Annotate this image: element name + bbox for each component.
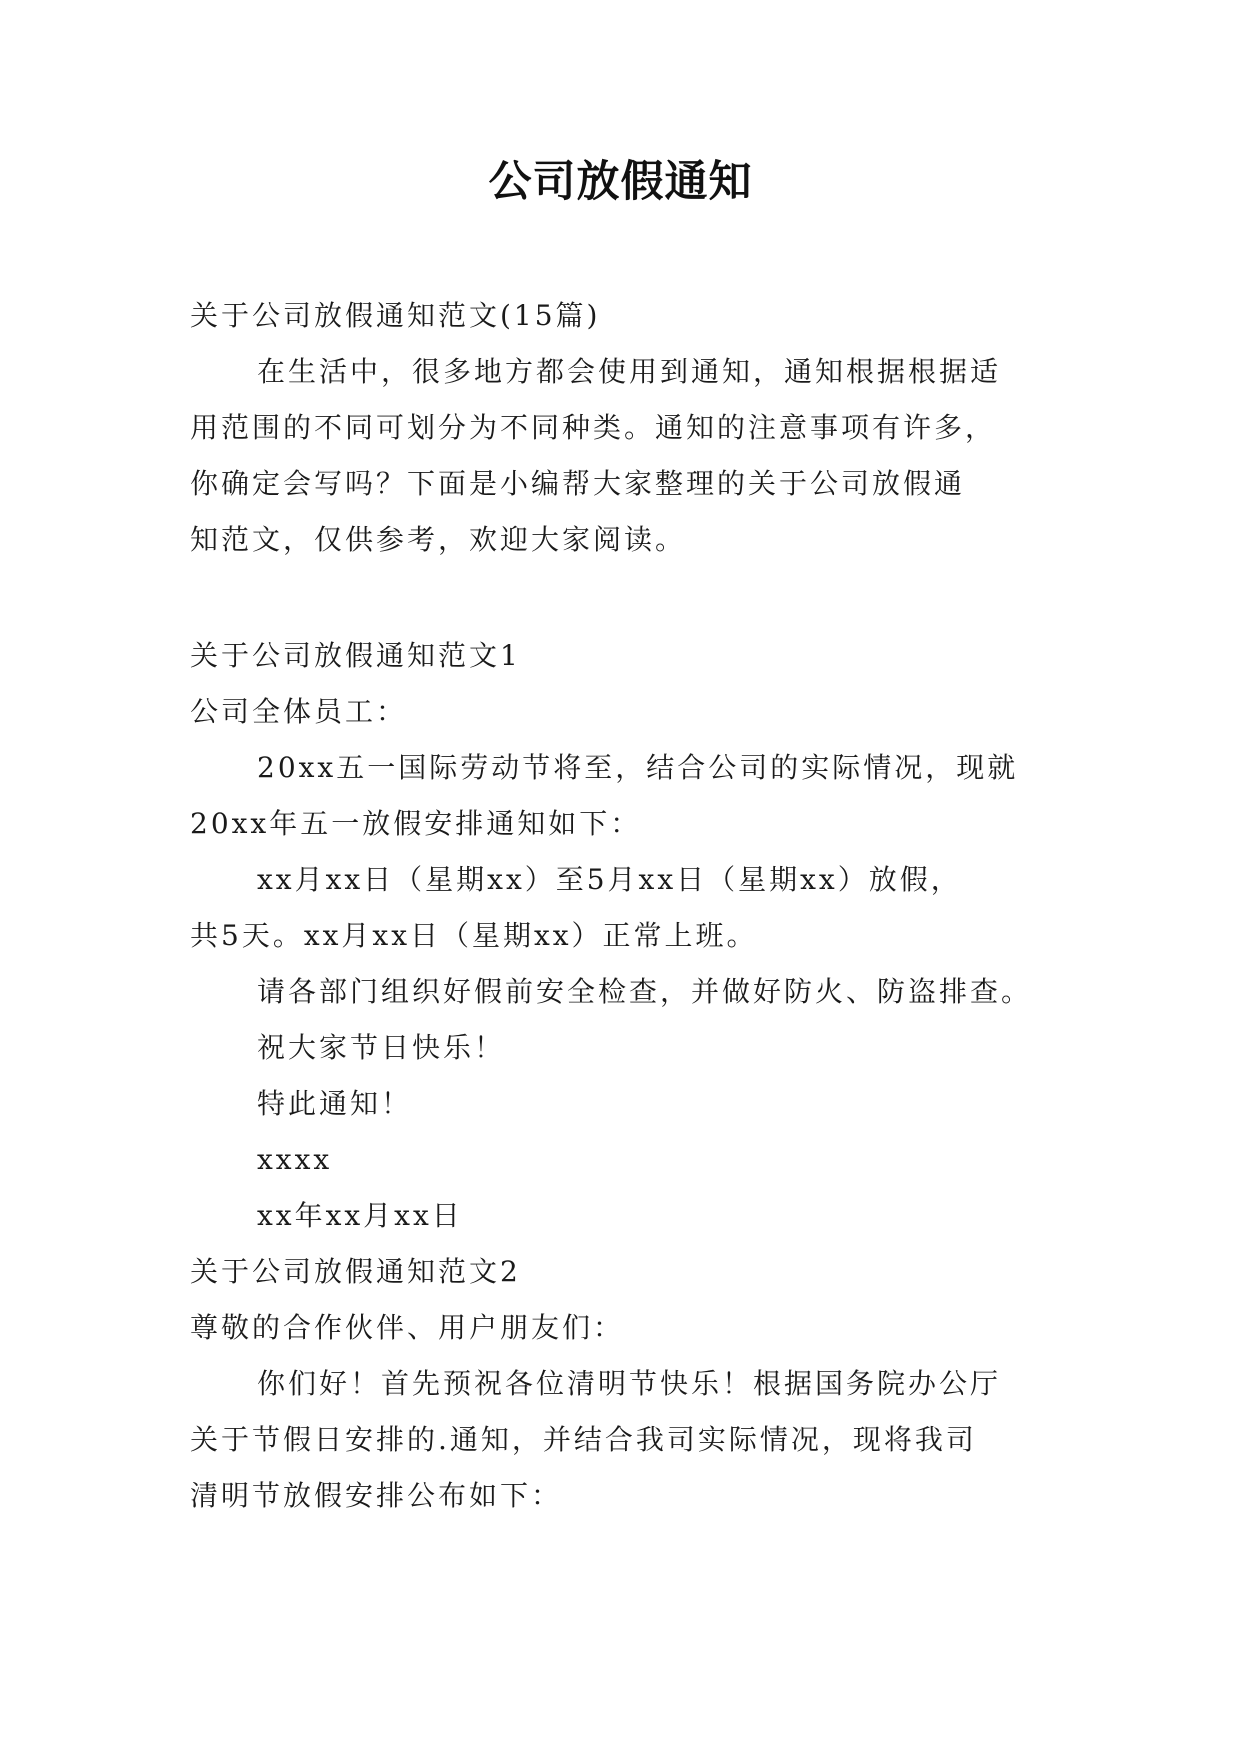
paragraph-line: 20xx年五一放假安排通知如下：: [190, 807, 642, 840]
paragraph-line: 在生活中，很多地方都会使用到通知，通知根据根据适: [257, 355, 1002, 388]
salutation: 公司全体员工：: [190, 695, 408, 728]
paragraph-line: 20xx五一国际劳动节将至，结合公司的实际情况，现就: [257, 751, 1019, 784]
paragraph-line: 祝大家节日快乐！: [257, 1031, 506, 1064]
paragraph-line: 共5天。xx月xx日（星期xx）正常上班。: [190, 919, 758, 952]
paragraph-line: 你们好！首先预祝各位清明节快乐！根据国务院办公厅: [257, 1367, 1002, 1400]
document-title: 公司放假通知: [488, 157, 753, 207]
section-heading: 关于公司放假通知范文2: [190, 1255, 521, 1288]
paragraph-line: 清明节放假安排公布如下：: [190, 1479, 563, 1512]
section-heading: 关于公司放假通知范文1: [190, 639, 521, 672]
paragraph-line: 知范文，仅供参考，欢迎大家阅读。: [190, 523, 687, 556]
paragraph-line: 请各部门组织好假前安全检查，并做好防火、防盗排查。: [257, 975, 1033, 1008]
signature: xxxx: [257, 1143, 333, 1176]
paragraph-line: 特此通知！: [257, 1087, 413, 1120]
document-subtitle: 关于公司放假通知范文(15篇): [190, 299, 601, 332]
date-line: xx年xx月xx日: [257, 1199, 463, 1232]
paragraph-line: 用范围的不同可划分为不同种类。通知的注意事项有许多，: [190, 411, 997, 444]
paragraph-line: 关于节假日安排的.通知，并结合我司实际情况，现将我司: [190, 1423, 977, 1456]
salutation: 尊敬的合作伙伴、用户朋友们：: [190, 1311, 625, 1344]
paragraph-line: 你确定会写吗？下面是小编帮大家整理的关于公司放假通: [190, 467, 966, 500]
paragraph-line: xx月xx日（星期xx）至5月xx日（星期xx）放假，: [257, 863, 962, 896]
